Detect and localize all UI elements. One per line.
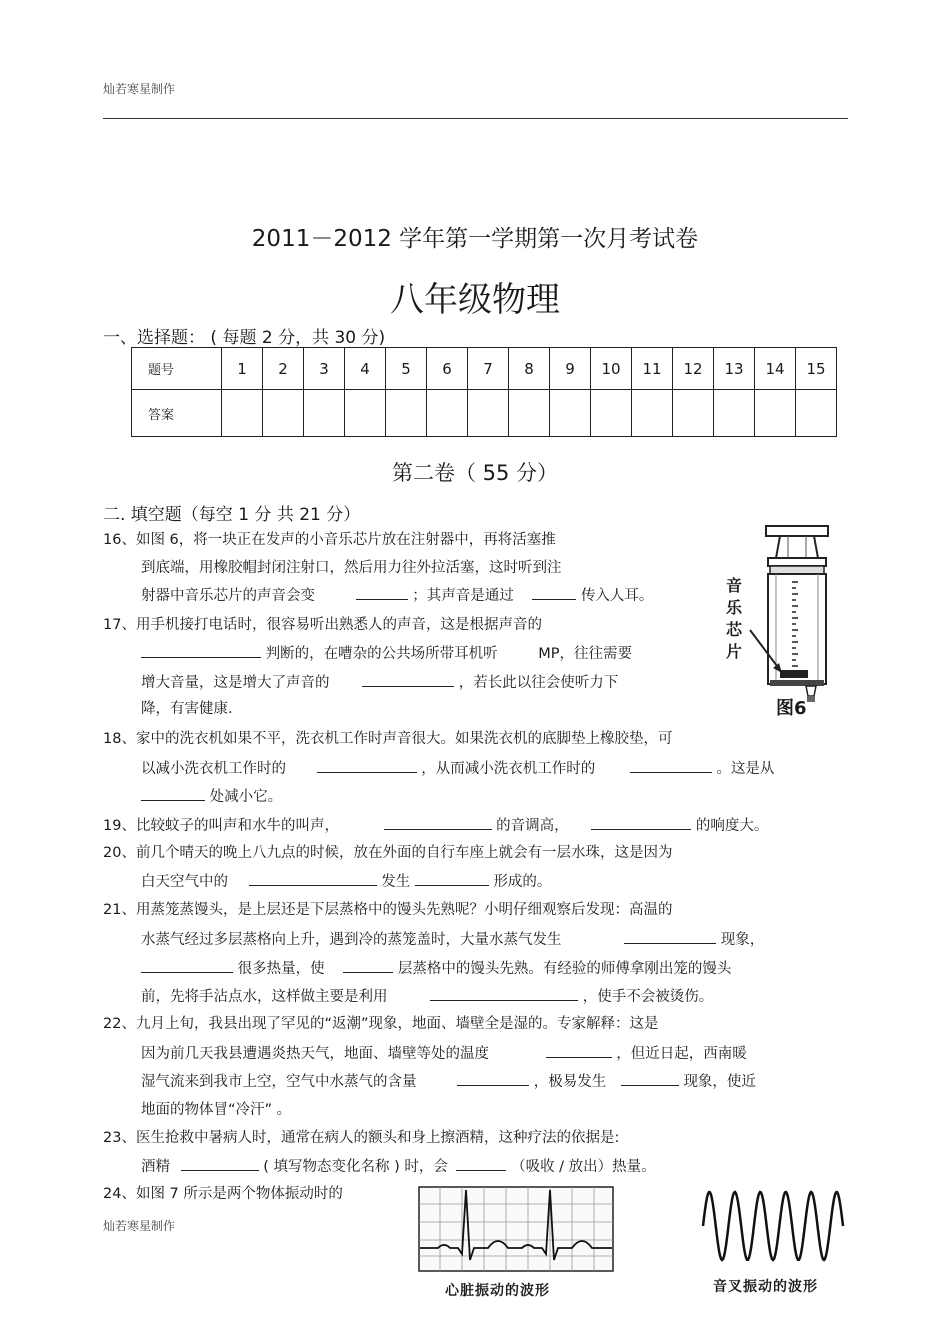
question-number: 3 xyxy=(304,348,345,390)
q16-text-c: 传入人耳。 xyxy=(580,588,654,604)
q16-line2: 到底端，用橡胶帽封闭注射口，然后用力往外拉活塞，这时听到注 xyxy=(141,560,562,576)
q21-line4 xyxy=(141,986,713,1007)
answer-blank[interactable] xyxy=(384,815,492,830)
question-number: 7 xyxy=(468,348,509,390)
q18-text-c: 。这是从 xyxy=(716,761,775,777)
answer-cell[interactable] xyxy=(796,390,837,437)
answer-blank[interactable] xyxy=(621,1071,679,1086)
q22-text-d: ，极易发生 xyxy=(533,1074,607,1090)
q19-text-b: 的音调高， xyxy=(496,818,569,834)
answer-blank[interactable] xyxy=(591,815,691,830)
question-number: 11 xyxy=(632,348,673,390)
answer-cell[interactable] xyxy=(304,390,345,437)
answer-cell[interactable] xyxy=(427,390,468,437)
exam-title: 2011－2012 学年第一学期第一次月考试卷 xyxy=(251,226,699,252)
answer-cell[interactable] xyxy=(673,390,714,437)
q21-line1: 21、用蒸笼蒸馒头，是上层还是下层蒸格中的馒头先熟呢？小明仔细观察后发现：高温的 xyxy=(103,902,673,918)
answer-table-answer-row xyxy=(132,390,837,437)
answer-blank[interactable] xyxy=(141,643,261,658)
figure-6-caption: 图6 xyxy=(776,698,807,719)
figure-6-label-char: 音 xyxy=(726,576,743,595)
q16-text-a: 射器中音乐芯片的声音会变 xyxy=(141,588,315,604)
section2-heading: 二. 填空题（每空 1 分 共 21 分） xyxy=(103,505,361,525)
answer-blank[interactable] xyxy=(317,758,417,773)
q22-text-c: 湿气流来到我市上空，空气中水蒸气的含量 xyxy=(141,1074,417,1090)
footer-maker: 灿若寒星制作 xyxy=(103,1219,176,1233)
question-number: 15 xyxy=(796,348,837,390)
q21-text-b: 现象， xyxy=(720,932,765,948)
q17-line3 xyxy=(141,672,618,693)
answer-blank[interactable] xyxy=(181,1156,259,1171)
q16-text-b: ；其声音是通过 xyxy=(412,588,514,604)
header-rule xyxy=(103,118,848,119)
q23-line1: 23、医生抢救中暑病人时，通常在病人的额头和身上擦酒精，这种疗法的依据是: xyxy=(103,1130,620,1146)
question-number: 6 xyxy=(427,348,468,390)
q17-line2 xyxy=(141,643,632,664)
q18-text-a: 以减小洗衣机工作时的 xyxy=(141,761,286,777)
answer-blank[interactable] xyxy=(415,871,489,886)
heart-waveform-caption: 心脏振动的波形 xyxy=(445,1283,550,1299)
answer-blank[interactable] xyxy=(249,871,377,886)
answer-cell[interactable] xyxy=(755,390,796,437)
q21-text-e: 前，先将手沾点水，这样做主要是利用 xyxy=(141,989,388,1005)
q20-line1: 20、前几个晴天的晚上八九点的时候，放在外面的自行车座上就会有一层水珠，这是因为 xyxy=(103,845,673,861)
q22-text-e: 现象，使近 xyxy=(683,1074,756,1090)
question-number: 8 xyxy=(509,348,550,390)
q20-text-c: 形成的。 xyxy=(493,874,552,890)
answer-cell[interactable] xyxy=(222,390,263,437)
tuning-fork-waveform-caption: 音叉振动的波形 xyxy=(713,1279,818,1295)
answer-blank[interactable] xyxy=(532,585,576,600)
heart-waveform xyxy=(418,1186,614,1272)
figure-6-label-char: 乐 xyxy=(726,598,743,617)
question-number: 1 xyxy=(222,348,263,390)
heart-waveform-figure xyxy=(418,1186,614,1272)
q17-text-a: 判断的，在嘈杂的公共场所带耳机听 xyxy=(265,646,498,662)
q16-line3 xyxy=(141,585,653,606)
q23-text-a: 酒精 xyxy=(141,1159,170,1175)
q24-line1: 24、如图 7 所示是两个物体振动时的 xyxy=(103,1186,343,1202)
answer-blank[interactable] xyxy=(456,1156,506,1171)
q19-text-a: 19、比较蚊子的叫声和水牛的叫声， xyxy=(103,818,339,834)
answer-cell[interactable] xyxy=(550,390,591,437)
answer-blank[interactable] xyxy=(430,986,578,1001)
tuning-fork-sine-line xyxy=(703,1192,843,1260)
answer-table xyxy=(131,347,837,437)
q22-line2 xyxy=(141,1043,747,1064)
q23-text-b: ( 填写物态变化名称 ) 时，会 xyxy=(263,1159,448,1175)
answer-blank[interactable] xyxy=(356,585,408,600)
figure-6-label-char: 芯 xyxy=(726,620,743,639)
answer-blank[interactable] xyxy=(630,758,712,773)
section1-heading: 一、选择题： ( 每题 2 分，共 30 分) xyxy=(103,328,386,348)
answer-blank[interactable] xyxy=(343,958,393,973)
q16-line1: 16、如图 6，将一块正在发声的小音乐芯片放在注射器中，再将活塞推 xyxy=(103,532,556,548)
q18-line3 xyxy=(141,786,282,807)
answer-cell[interactable] xyxy=(468,390,509,437)
q18-line2 xyxy=(141,758,774,779)
q19-text-c: 的响度大。 xyxy=(695,818,769,834)
q22-line4: 地面的物体冒“冷汗” 。 xyxy=(141,1102,292,1118)
q21-text-d: 层蒸格中的馒头先熟。有经验的师傅拿刚出笼的馒头 xyxy=(397,961,732,977)
question-number: 10 xyxy=(591,348,632,390)
answer-label: 答案 xyxy=(132,390,222,437)
answer-cell[interactable] xyxy=(714,390,755,437)
answer-cell[interactable] xyxy=(591,390,632,437)
volume2-heading: 第二卷（ 55 分） xyxy=(391,461,559,485)
q20-text-b: 发生 xyxy=(381,874,411,890)
q22-line1: 22、九月上旬，我县出现了罕见的“返潮”现象，地面、墙壁全是湿的。专家解释：这是 xyxy=(103,1016,659,1032)
header-maker: 灿若寒星制作 xyxy=(103,82,176,96)
exam-subtitle: 八年级物理 xyxy=(390,280,560,320)
tuning-fork-waveform-figure xyxy=(700,1186,846,1266)
q21-text-c: 很多热量，使 xyxy=(237,961,325,977)
answer-blank[interactable] xyxy=(141,958,233,973)
question-number: 13 xyxy=(714,348,755,390)
q23-line2 xyxy=(141,1156,656,1177)
q21-text-a: 水蒸气经过多层蒸格向上升，遇到冷的蒸笼盖时，大量水蒸气发生 xyxy=(141,932,562,948)
figure-6-label-char: 片 xyxy=(726,642,743,661)
answer-blank[interactable] xyxy=(362,672,454,687)
tuning-fork-waveform xyxy=(700,1186,846,1266)
answer-cell[interactable] xyxy=(345,390,386,437)
q17-text-c: 增大音量，这是增大了声音的 xyxy=(141,675,330,691)
answer-cell[interactable] xyxy=(263,390,304,437)
q17-text-d: ，若长此以往会使听力下 xyxy=(458,675,619,691)
q23-text-c: （吸收 / 放出）热量。 xyxy=(511,1159,656,1175)
answer-blank[interactable] xyxy=(546,1043,612,1058)
q18-line1: 18、家中的洗衣机如果不平，洗衣机工作时声音很大。如果洗衣机的底脚垫上橡胶垫，可 xyxy=(103,731,673,747)
q20-line2 xyxy=(141,871,551,892)
q22-text-b: ，但近日起，西南暖 xyxy=(616,1046,747,1062)
figure-6-label xyxy=(726,575,744,663)
question-number: 14 xyxy=(755,348,796,390)
q22-line3 xyxy=(141,1071,756,1092)
q17-line1: 17、用手机接打电话时，很容易听出熟悉人的声音，这是根据声音的 xyxy=(103,617,542,633)
q21-line3 xyxy=(141,958,731,979)
q22-text-a: 因为前几天我县遭遇炎热天气，地面、墙壁等处的温度 xyxy=(141,1046,489,1062)
q21-text-f: ，使手不会被烫伤。 xyxy=(582,989,714,1005)
answer-blank[interactable] xyxy=(141,786,205,801)
q18-text-d: 处减小它。 xyxy=(209,789,283,805)
answer-cell[interactable] xyxy=(386,390,427,437)
q20-text-a: 白天空气中的 xyxy=(141,874,228,890)
q18-text-b: ，从而减小洗衣机工作时的 xyxy=(421,761,596,777)
q17-text-b: MP，往往需要 xyxy=(538,646,632,662)
question-number: 9 xyxy=(550,348,591,390)
answer-cell[interactable] xyxy=(509,390,550,437)
q17-line4: 降，有害健康. xyxy=(141,701,233,717)
q21-line2 xyxy=(141,929,764,950)
answer-blank[interactable] xyxy=(457,1071,529,1086)
question-number: 12 xyxy=(673,348,714,390)
q19-line xyxy=(103,815,768,836)
question-number-label: 题号 xyxy=(132,348,222,390)
answer-blank[interactable] xyxy=(624,929,716,944)
answer-cell[interactable] xyxy=(632,390,673,437)
question-number: 5 xyxy=(386,348,427,390)
answer-table-number-row xyxy=(132,348,837,390)
question-number: 4 xyxy=(345,348,386,390)
question-number: 2 xyxy=(263,348,304,390)
